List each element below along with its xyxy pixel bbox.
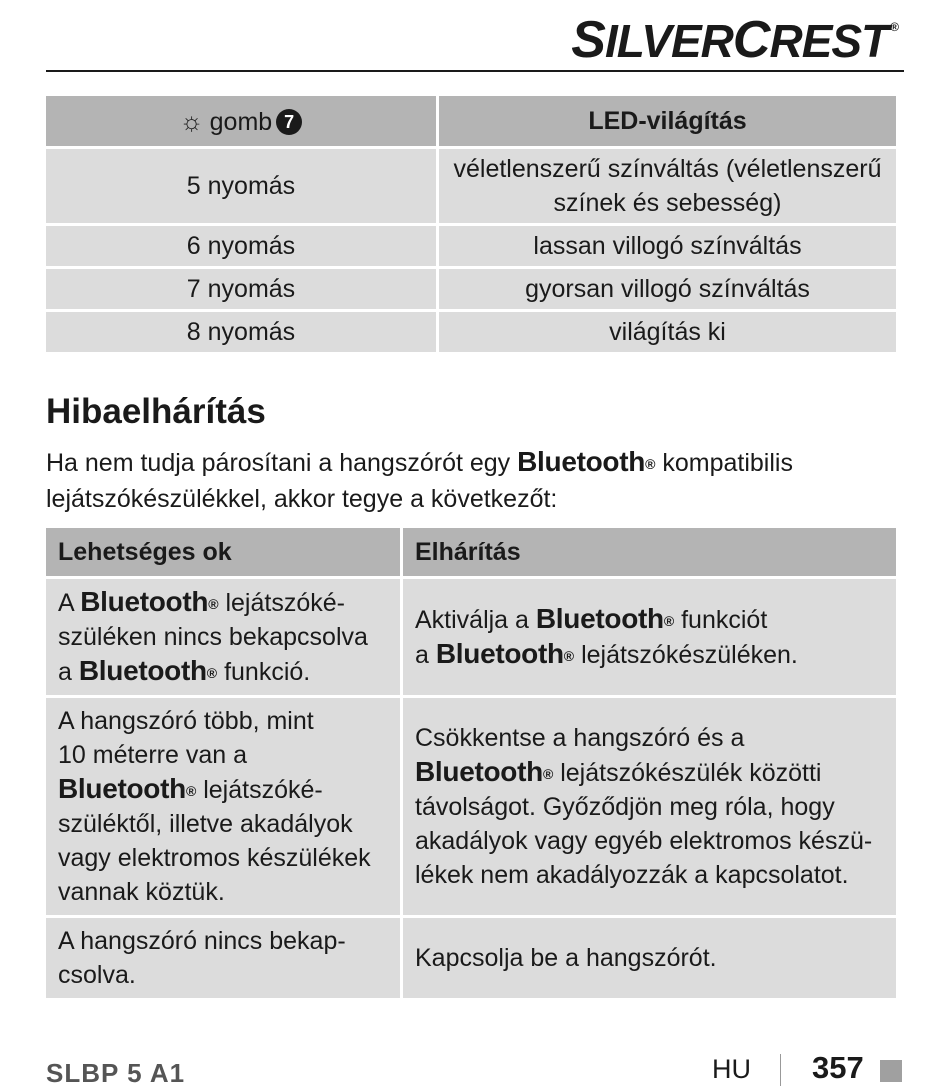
press-count: 8 nyomás xyxy=(46,312,436,352)
table-row xyxy=(46,579,896,695)
table-header-row xyxy=(46,96,896,146)
column-header-fix: Elhárítás xyxy=(403,528,896,576)
cause-cell: A hangszóró nincs bekap- csolva. xyxy=(46,918,400,998)
led-effect: gyorsan villogó színváltás xyxy=(439,269,896,309)
table-row xyxy=(46,698,896,915)
led-effect: világítás ki xyxy=(439,312,896,352)
press-count: 7 nyomás xyxy=(46,269,436,309)
sun-icon: ☼ xyxy=(179,105,204,136)
column-header-cause: Lehetséges ok xyxy=(46,528,400,576)
footer-model: SLBP 5 A1 xyxy=(46,1058,186,1088)
table-row xyxy=(46,226,896,266)
led-mode-table xyxy=(43,93,899,355)
footer-language: HU xyxy=(712,1054,751,1084)
press-count: 5 nyomás xyxy=(46,149,436,223)
table-row xyxy=(46,918,896,998)
column-header-led: LED-világítás xyxy=(439,96,896,146)
footer-separator xyxy=(780,1054,781,1086)
fix-cell: Aktiválja a Bluetooth® funkciót a Bluetooth® lejátszókészüléken. xyxy=(403,579,896,695)
table-header-row xyxy=(46,528,896,576)
section-intro: Ha nem tudja párosítani a hangszórót egy Bluetooth® kompatibilis lejátszókészülékkel, akkor tegye a következőt: xyxy=(46,446,793,513)
cause-cell: A Bluetooth® lejátszóké- szüléken nincs bekapcsolva a Bluetooth® funkció. xyxy=(46,579,400,695)
header-rule xyxy=(46,70,904,72)
fix-cell: Csökkentse a hangszóró és a Bluetooth® lejátszókészülék közötti távolságot. Győződjön meg róla, hogy akadályok vagy egyéb elektromos készü- lékek nem akadályozzák a kapcsolatot. xyxy=(403,698,896,915)
footer-square-mark xyxy=(880,1060,902,1082)
table-row xyxy=(46,269,896,309)
press-count: 6 nyomás xyxy=(46,226,436,266)
troubleshooting-table xyxy=(43,525,899,1001)
table-row xyxy=(46,312,896,352)
page-number: 357 xyxy=(812,1050,864,1085)
button-number-badge: 7 xyxy=(276,109,302,135)
brand-logo: SILVERCREST ® xyxy=(571,11,898,69)
button-label: gomb xyxy=(209,107,273,136)
column-header-button xyxy=(46,96,436,146)
led-effect: lassan villogó színváltás xyxy=(439,226,896,266)
cause-cell: A hangszóró több, mint 10 méterre van a Bluetooth® lejátszóké- szüléktől, illetve akadályok vagy elektromos készülékek vannak köztük. xyxy=(46,698,400,915)
table-row xyxy=(46,149,896,223)
section-title: Hibaelhárítás xyxy=(46,392,266,431)
led-effect: véletlenszerű színváltás (véletlenszerű színek és sebesség) xyxy=(439,149,896,223)
fix-cell: Kapcsolja be a hangszórót. xyxy=(403,918,896,998)
